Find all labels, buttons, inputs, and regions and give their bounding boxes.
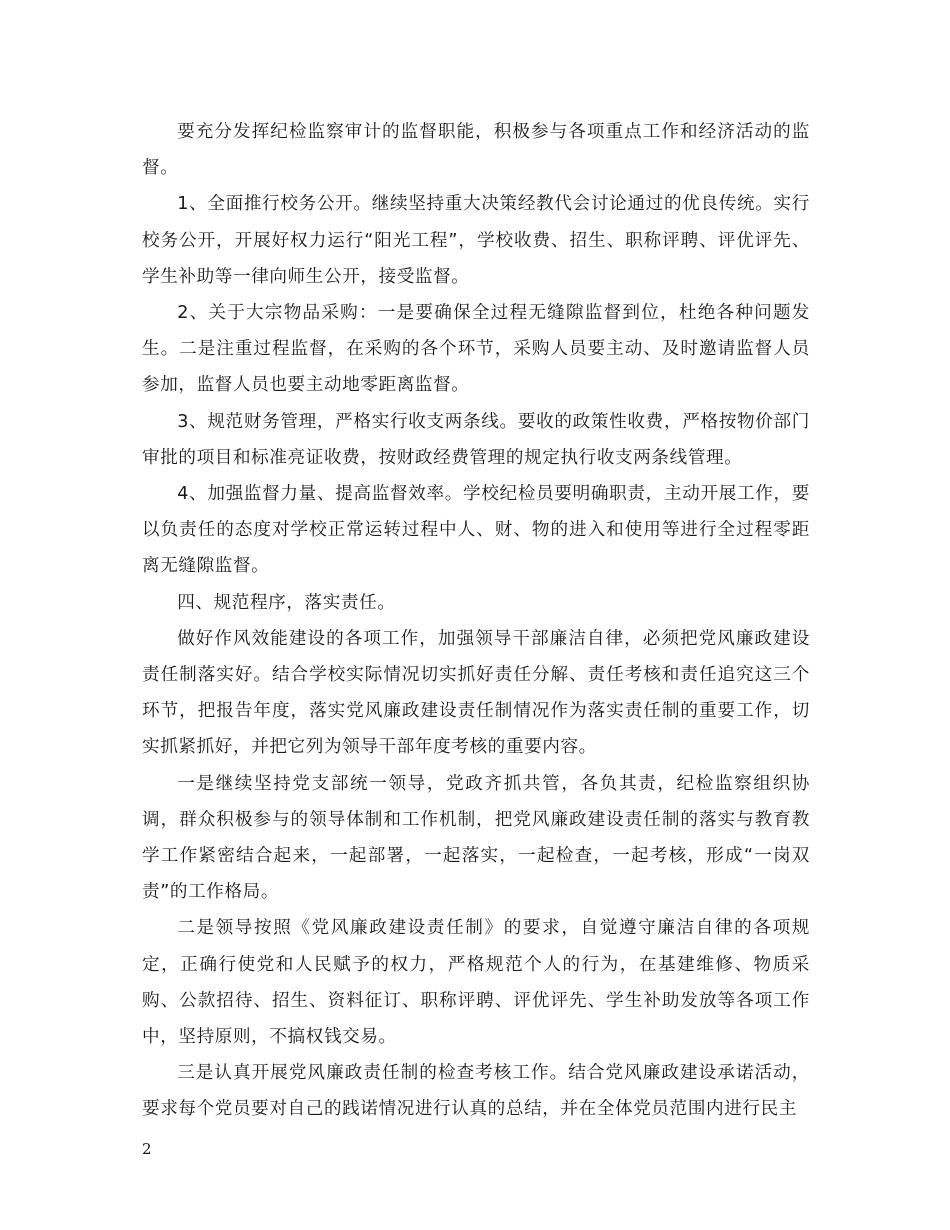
paragraph-item-2: 2、关于大宗物品采购：一是要确保全过程无缝隙监督到位，杜绝各种问题发生。二是注重过程监督，在采购的各个环节，采购人员要主动、及时邀请监督人员参加，监督人员也要主动地零距离监督。 xyxy=(142,303,810,396)
paragraph-point-two: 二是领导按照《党风廉政建设责任制》的要求，自觉遵守廉洁自律的各项规定，正确行使党和人民赋予的权力，严格规范个人的行为，在基建维修、物质采购、公款招待、招生、资料征订、职称评聘、评优评先、学生补助发放等各项工作中，坚持原则，不搞权钱交易。 xyxy=(142,918,810,1048)
paragraph-item-3: 3、规范财务管理，严格实行收支两条线。要收的政策性收费，严格按物价部门审批的项目和标准亮证收费，按财政经费管理的规定执行收支两条线管理。 xyxy=(142,411,810,468)
paragraph-item-4: 4、加强监督力量、提高监督效率。学校纪检员要明确职责，主动开展工作，要以负责任的态度对学校正常运转过程中人、财、物的进入和使用等进行全过程零距离无缝隙监督。 xyxy=(142,484,810,577)
paragraph-item-1: 1、全面推行校务公开。继续坚持重大决策经教代会讨论通过的优良传统。实行校务公开，开展好权力运行“阳光工程”，学校收费、招生、职称评聘、评优评先、学生补助等一律向师生公开，接受监督。 xyxy=(142,194,810,287)
document-body xyxy=(142,114,810,1128)
page-number: 2 xyxy=(142,1140,152,1158)
paragraph-point-three: 三是认真开展党风廉政责任制的检查考核工作。结合党风廉政建设承诺活动，要求每个党员要对自己的践诺情况进行认真的总结，并在全体党员范围内进行民主 xyxy=(142,1063,810,1120)
paragraph-supervision-intro: 要充分发挥纪检监察审计的监督职能，积极参与各项重点工作和经济活动的监督。 xyxy=(142,122,810,179)
section-heading-four: 四、规范程序，落实责任。 xyxy=(177,592,396,613)
paragraph-section-intro: 做好作风效能建设的各项工作，加强领导干部廉洁自律，必须把党风廉政建设责任制落实好。结合学校实际情况切实抓好责任分解、责任考核和责任追究这三个环节，把报告年度，落实党风廉政建设责任制情况作为落实责任制的重要工作，切实抓紧抓好，并把它列为领导干部年度考核的重要内容。 xyxy=(142,628,810,758)
paragraph-point-one: 一是继续坚持党支部统一领导，党政齐抓共管，各负其责，纪检监察组织协调，群众积极参与的领导体制和工作机制，把党风廉政建设责任制的落实与教育教学工作紧密结合起来，一起部署，一起落实，一起检查，一起考核，形成“一岗双责”的工作格局。 xyxy=(142,773,810,903)
